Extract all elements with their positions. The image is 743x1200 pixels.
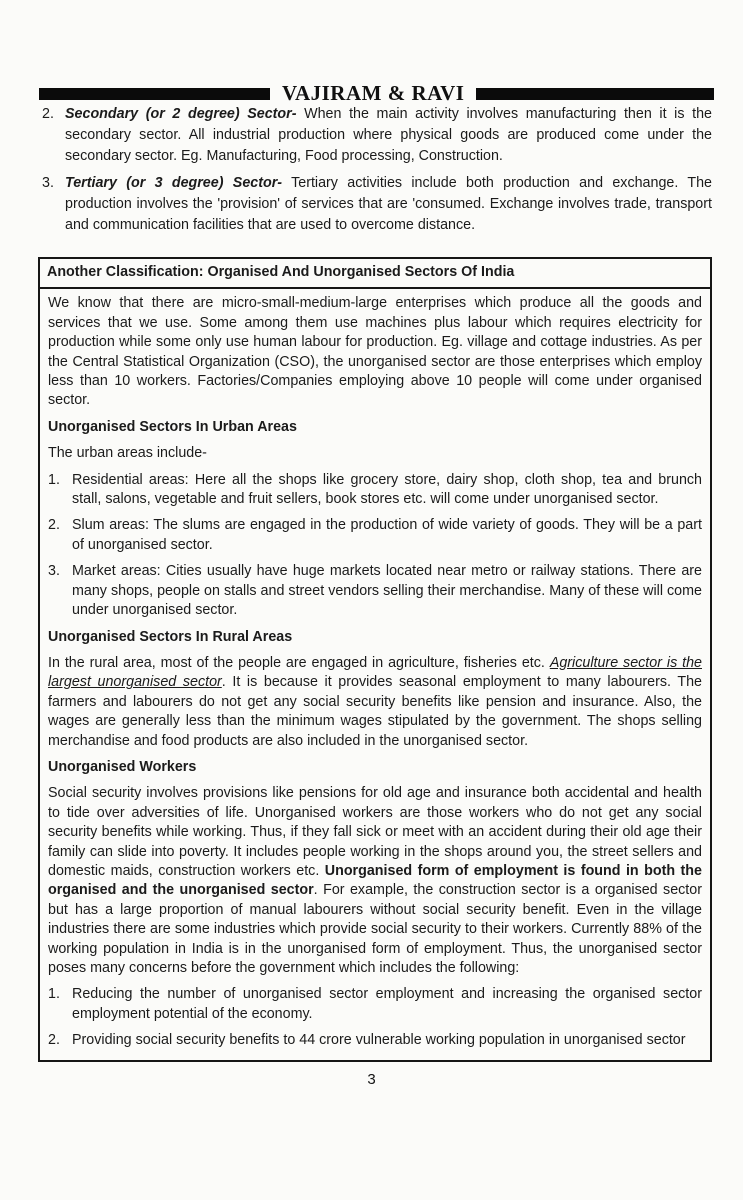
list-number: 1. — [48, 986, 60, 1003]
header-rule-left — [39, 88, 270, 100]
list-item-tertiary-sector — [42, 173, 712, 236]
list-item-text: Providing social security benefits to 44 crore vulnerable working population in unorganised sector — [72, 1032, 686, 1049]
rural-paragraph-emphasis: Agriculture sector is the largest unorganised sector — [48, 654, 702, 691]
list-item-body: When the main activity involves manufacturing then it is the secondary sector. All industrial production where physical goods are produced come under the secondary sector. Eg. Manufacturing, Food processing, Construction. — [65, 106, 712, 164]
heading-urban-areas: Unorganised Sectors In Urban Areas — [48, 418, 297, 435]
list-number: 2. — [42, 106, 54, 122]
rural-paragraph-end: . It is because it provides seasonal employment to many labourers. The farmers and labourers do not get any social security benefits like pension and insurance. Also, the wages are generally less than the minimum wages stipulated by the government. The shops selling merchandise and food products are also included in the unorganised sector. — [48, 674, 702, 749]
list-number: 1. — [48, 471, 60, 488]
workers-paragraph-end: . For example, the construction sector is a organised sector but has a large proportion of manual labourers without social security benefit. Even in the village industries there are some industries which provide social security to their workers. Currently 88% of the working population in India is in the unorganised form of employment. Thus, the unorganised sector poses many concerns before the government which includes the following: — [48, 882, 702, 976]
header-rule-right — [476, 88, 714, 100]
urban-item-residential — [48, 471, 702, 510]
document-page — [0, 81, 743, 1200]
list-number: 2. — [48, 517, 60, 534]
list-item-text — [65, 173, 712, 236]
urban-item-slum — [48, 516, 702, 555]
workers-paragraph — [48, 784, 702, 978]
rural-paragraph — [48, 654, 702, 751]
workers-paragraph-start: Social security involves provisions like pensions for old age and insurance both accidental and health to tide over adversities of life. Unorganised workers are those workers who do not get any social security benefits while working. Thus, if they fall sick or meet with an accident during their old age their family can slide into poverty. It includes people working in the shops around you, the street sellers and domestic maids, construction workers etc. — [48, 785, 702, 879]
brand-title: VAJIRAM & RAVI — [282, 81, 465, 105]
page-header — [39, 81, 714, 105]
concern-item-social-security — [48, 1031, 702, 1050]
list-item-lead: Secondary (or 2 degree) Sector- — [65, 106, 297, 122]
concern-item-reducing — [48, 985, 702, 1024]
workers-paragraph-bold: Unorganised form of employment is found in both the organised and the unorganised sector — [48, 862, 702, 899]
list-item-text: Reducing the number of unorganised sector employment and increasing the organised sector employment potential of the economy. — [72, 986, 702, 1022]
rural-paragraph-start: In the rural area, most of the people are engaged in agriculture, fisheries etc. — [48, 654, 550, 671]
intro-paragraph: We know that there are micro-small-medium-large enterprises which produce all the goods and services that we use. Some among them use machines plus labour which requires electricity for production while some only use human labour for production. Eg. village and cottage industries. As per the Central Statistical Organization (CSO), the unorganised sector are those enterprises which employ less than 10 workers. Factories/Companies employing above 10 people will come under organised sector. — [48, 295, 702, 409]
list-number: 2. — [48, 1032, 60, 1049]
list-number: 3. — [48, 563, 60, 580]
list-item-text: Market areas: Cities usually have huge markets located near metro or railway stations. There are many shops, people on stalls and street vendors selling their merchandise. Many of these will come under unorganised sector. — [72, 563, 702, 619]
list-item-lead: Tertiary (or 3 degree) Sector- — [65, 175, 283, 191]
classification-title: Another Classification: Organised And Unorganised Sectors Of India — [47, 264, 515, 280]
classification-content-box — [38, 287, 712, 1061]
list-item-text: Residential areas: Here all the shops like grocery store, dairy shop, cloth shop, tea and brunch stall, salons, vegetable and fruit sellers, book stores etc. will come under unorganised sector. — [72, 471, 702, 508]
page-number: 3 — [367, 1070, 376, 1088]
list-item-text: Slum areas: The slums are engaged in the production of wide variety of goods. They will be a part of unorganised sector. — [72, 517, 702, 553]
classification-title-box — [38, 257, 712, 289]
list-item-text — [65, 104, 712, 167]
urban-lead-in: The urban areas include- — [48, 445, 207, 462]
heading-rural-areas: Unorganised Sectors In Rural Areas — [48, 628, 293, 645]
urban-item-market — [48, 562, 702, 620]
list-number: 3. — [42, 175, 54, 191]
heading-unorganised-workers: Unorganised Workers — [48, 758, 197, 775]
list-item-body: Tertiary activities include both production and exchange. The production involves the 'provision' of services that are 'consumed. Exchange involves trade, transport and communication facilities that are used to overcome distance. — [65, 175, 712, 233]
list-item-secondary-sector — [42, 104, 712, 167]
